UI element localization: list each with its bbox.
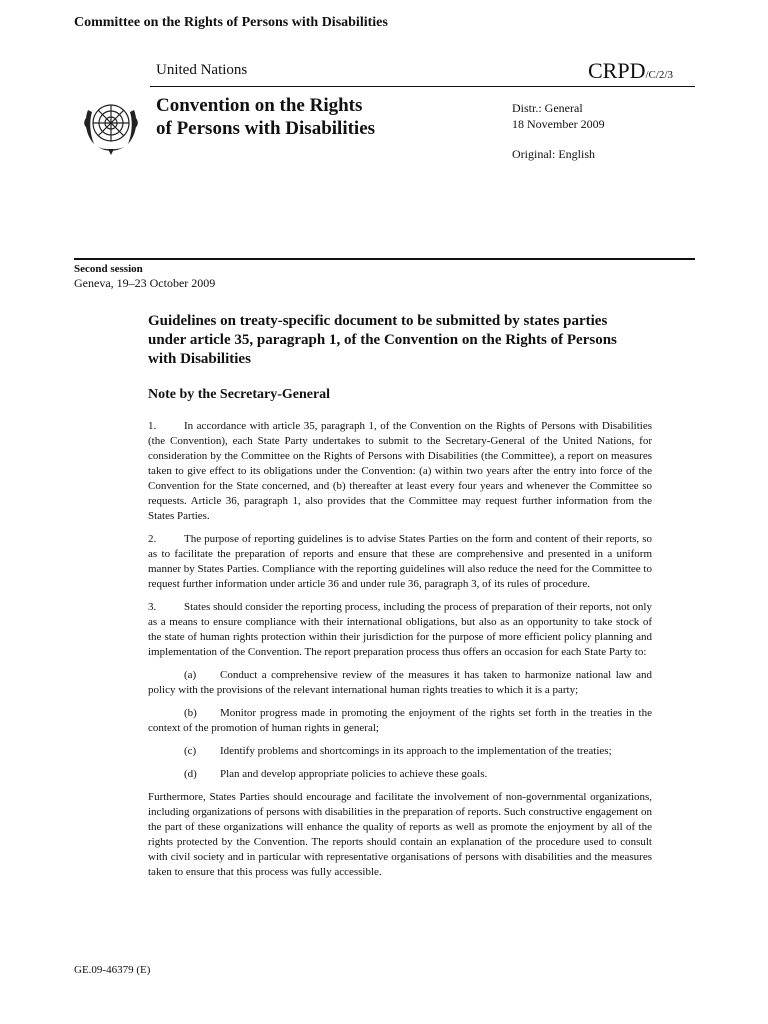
subitem-b bbox=[148, 706, 652, 736]
document-body bbox=[148, 419, 652, 888]
paragraph-3 bbox=[148, 600, 652, 660]
paragraph-number: 2. bbox=[148, 533, 157, 545]
un-name: United Nations bbox=[156, 62, 248, 78]
distribution: Distr.: General bbox=[512, 101, 583, 115]
header-rule bbox=[150, 86, 695, 87]
subitem-text: Plan and develop appropriate policies to achieve these goals. bbox=[220, 768, 488, 780]
paragraph-text: In accordance with article 35, paragraph 1, of the Convention on the Rights of Persons with Disabilities (the Convention), each State Party undertakes to submit to the Secretary-General of the United Nations, for consideration by the Committee on the Rights of Persons with Disabilities (the Committee), a report on measures taken to give effect to its obligations under the Convention: (a) within two years after the entry into force of the Convention for the State concerned, and (b) thereafter at least every four years and whenever the Committee so requests. Article 36, paragraph 1, also provides that the Committee may request further information from the States Parties. bbox=[148, 420, 652, 522]
committee-header: Committee on the Rights of Persons with Disabilities bbox=[74, 15, 388, 30]
subitem-letter: (b) bbox=[184, 707, 197, 719]
subitem-d bbox=[148, 767, 652, 782]
convention-line-2: of Persons with Disabilities bbox=[156, 118, 376, 139]
session-venue: Geneva, 19–23 October 2009 bbox=[74, 276, 216, 290]
original-language: Original: English bbox=[512, 147, 595, 161]
session-name: Second session bbox=[74, 263, 143, 275]
subitem-letter: (a) bbox=[184, 669, 197, 681]
paragraph-text: States should consider the reporting process, including the process of preparation of their reports, not only as a means to ensure compliance with their international obligations, but also as an opportunity to take stock of the state of human rights protection within their jurisdiction for the purpose of more efficient policy planning and implementation of the Convention. The report preparation process thus offers an occasion for each State Party to: bbox=[148, 601, 652, 658]
distribution-block bbox=[512, 100, 605, 162]
closing-paragraph: Furthermore, States Parties should encourage and facilitate the involvement of non-governmental organizations, including organizations of persons with disabilities in the preparation of reports. Such constructive engagement on the part of these organizations will enhance the quality of reports as well as promote the enjoyment by all of the rights protected by the Convention. The reports should contain an explanation of the procedure used to consult with civil society and in particular with representative organisations of persons with disabilities and the measures taken to ensure that this process was fully accessible. bbox=[148, 791, 652, 878]
document-date: 18 November 2009 bbox=[512, 117, 605, 131]
convention-title bbox=[156, 94, 456, 140]
note-heading: Note by the Secretary-General bbox=[148, 387, 331, 402]
subitem-text: Identify problems and shortcomings in its approach to the implementation of the treaties; bbox=[220, 745, 612, 757]
document-footer: GE.09-46379 (E) bbox=[74, 964, 151, 976]
symbol-sub: /C/2/3 bbox=[645, 69, 673, 81]
subitem-letter: (c) bbox=[184, 745, 197, 757]
subitem-a bbox=[148, 668, 652, 698]
paragraph-number: 3. bbox=[148, 601, 157, 613]
paragraph-1 bbox=[148, 419, 652, 524]
paragraph-number: 1. bbox=[148, 420, 157, 432]
paragraph-text: The purpose of reporting guidelines is to advise States Parties on the form and content of their reports, so as to facilitate the preparation of reports and ensure that these are comprehensive and presented in a uniform manner by States Parties. Compliance with the reporting guidelines will also reduce the need for the Committee to request further information under article 36 and under rule 36, paragraph 3, of its rules of procedure. bbox=[148, 533, 652, 590]
session-block bbox=[74, 262, 215, 290]
symbol-main: CRPD bbox=[588, 58, 646, 83]
convention-line-1: Convention on the Rights bbox=[156, 95, 363, 116]
un-emblem-icon bbox=[78, 92, 144, 158]
subitem-text: Monitor progress made in promoting the enjoyment of the rights set forth in the treaties in the context of the promotion of human rights in general; bbox=[148, 707, 652, 734]
subitem-c bbox=[148, 744, 652, 759]
session-rule bbox=[74, 258, 695, 260]
document-title: Guidelines on treaty-specific document to be submitted by states parties under article 35, paragraph 1, of the Convention on the Rights of Persons with Disabilities bbox=[148, 313, 617, 367]
document-symbol bbox=[588, 58, 673, 84]
subitem-text: Conduct a comprehensive review of the measures it has taken to harmonize national law and policy with the provisions of the relevant international human rights treaties to which it is a party; bbox=[148, 669, 652, 696]
paragraph-2 bbox=[148, 532, 652, 592]
subitem-letter: (d) bbox=[184, 768, 197, 780]
